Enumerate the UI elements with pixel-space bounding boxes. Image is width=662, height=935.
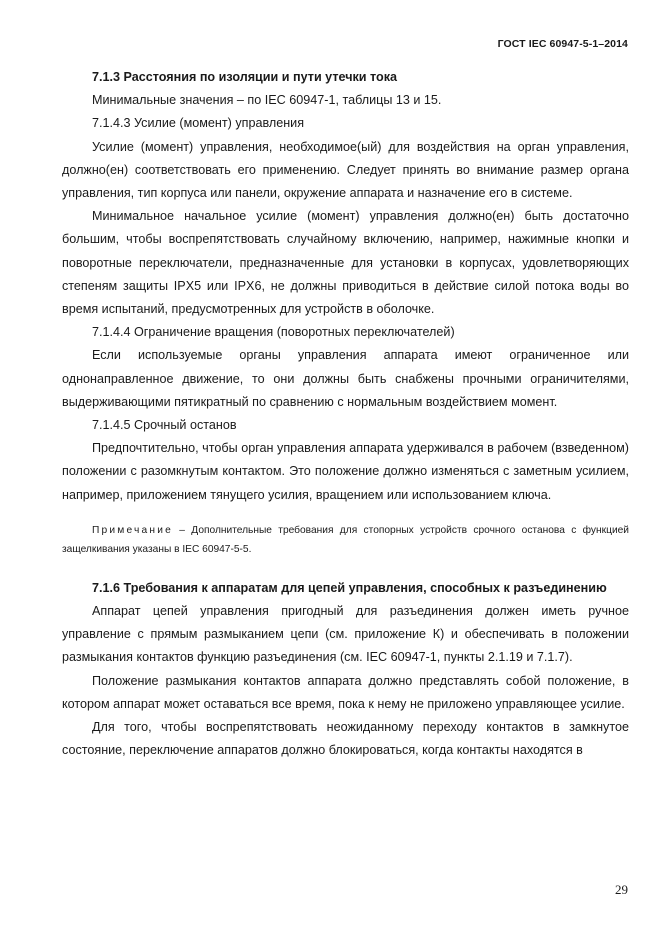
section-heading-7-1-3: 7.1.3 Расстояния по изоляции и пути утечки тока — [92, 70, 398, 84]
standard-header: ГОСТ IEC 60947-5-1–2014 — [497, 38, 628, 50]
paragraph-min-initial-force: Минимальное начальное усилие (момент) управления должно(ен) быть достаточно большим, чтобы воспрепятствовать случайному включению, например, нажимные кнопки и поворотные переключатели, предназначенные для установки в корпусах, удовлетворяющих степеням защиты IPX5 или IPX6, не должны приводиться в действие силой потока воды во время испытаний, предусмотренных для устройств в оболочке. — [62, 209, 629, 317]
paragraph-isolation-device: Аппарат цепей управления пригодный для разъединения должен иметь ручное управление с прямым размыканием цепи (см. приложение К) и обеспечивать в положении размыкания контактов функцию разъединения (см. IEC 60947-1, пункты 2.1.19 и 7.1.7). — [62, 604, 629, 665]
subsection-heading-7-1-4-4: 7.1.4.4 Ограничение вращения (поворотных переключателей) — [92, 325, 455, 340]
section-heading-7-1-6: 7.1.6 Требования к аппаратам для цепей управления, способных к разъединению — [92, 580, 607, 595]
paragraph-open-position: Положение размыкания контактов аппарата должно представлять собой положение, в котором аппарат может оставаться все время, пока к нему не приложено управляющее усилие. — [62, 673, 629, 711]
subsection-heading-7-1-4-3: 7.1.4.3 Усилие (момент) управления — [92, 116, 305, 131]
paragraph-min-values: Минимальные значения – по IEC 60947-1, таблицы 13 и 15. — [92, 93, 442, 108]
page-number: 29 — [615, 882, 628, 897]
note-text: – Дополнительные требования для стопорных устройств срочного останова с функцией защелкивания указаны в IEC 60947-5-5. — [62, 524, 629, 555]
subsection-heading-7-1-4-5: 7.1.4.5 Срочный останов — [92, 418, 237, 433]
paragraph-blocking: Для того, чтобы воспрепятствовать неожиданному переходу контактов в замкнутое состояние, переключение аппаратов должно блокироваться, когда контакты находятся в — [62, 720, 629, 758]
paragraph-emergency-stop: Предпочтительно, чтобы орган управления аппарата удерживался в рабочем (взведенном) положении с разомкнутым контактом. Это положение должно изменяться с заметным усилием, например, приложением тянущего усилия, вращением или использованием ключа. — [62, 441, 629, 502]
paragraph-control-force: Усилие (момент) управления, необходимое(ый) для воздействия на орган управления, должно(ен) соответствовать его применению. Следует принять во внимание размер органа управления, тип корпуса или панели, окружение аппарата и назначение его в системе. — [62, 139, 629, 201]
paragraph-rotation-limit: Если используемые органы управления аппарата имеют ограниченное или однонаправленное движение, то они должны быть снабжены прочными ограничителями, выдерживающими пятикратный по сравнению с нормальным воздействием момент. — [62, 348, 629, 409]
document-body — [62, 66, 629, 762]
note-label: Примечание — [92, 524, 173, 536]
note — [62, 521, 629, 559]
